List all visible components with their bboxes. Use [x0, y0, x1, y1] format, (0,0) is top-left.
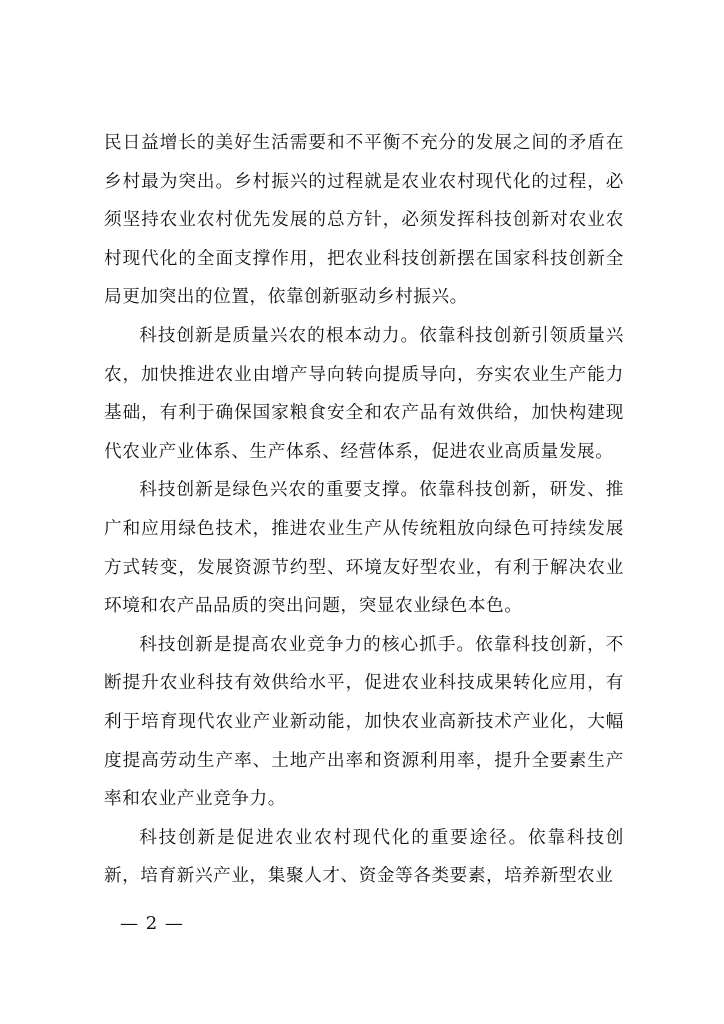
paragraph-4: 科技创新是提高农业竞争力的核心抓手。依靠科技创新，不断提升农业科技有效供给水平，促进农业科技成果转化应用，有利于培育现代农业产业新动能，加快农业高新技术产业化，大幅度提高劳动生产率、土地产出率和资源利用率，提升全要素生产率和农业产业竞争力。: [104, 634, 624, 810]
paragraph-5: 科技创新是促进农业农村现代化的重要途径。依靠科技创新，培育新兴产业，集聚人才、资金等各类要素，培养新型农业: [104, 827, 624, 887]
paragraph-3: 科技创新是绿色兴农的重要支撑。依靠科技创新，研发、推广和应用绿色技术，推进农业生产从传统粗放向绿色可持续发展方式转变，发展资源节约型、环境友好型农业，有利于解决农业环境和农产品品质的突出问题，突显农业绿色本色。: [104, 480, 624, 617]
page-number: — 2 —: [120, 913, 184, 934]
paragraph-1: 民日益增长的美好生活需要和不平衡不充分的发展之间的矛盾在乡村最为突出。乡村振兴的过程就是农业农村现代化的过程，必须坚持农业农村优先发展的总方针，必须发挥科技创新对农业农村现代化的全面支撑作用，把农业科技创新摆在国家科技创新全局更加突出的位置，依靠创新驱动乡村振兴。: [104, 133, 624, 308]
paragraph-2: 科技创新是质量兴农的根本动力。依靠科技创新引领质量兴农，加快推进农业由增产导向转向提质导向，夯实农业生产能力基础，有利于确保国家粮食安全和农产品有效供给，加快构建现代农业产业体系、生产体系、经营体系，促进农业高质量发展。: [104, 325, 624, 462]
document-body: [104, 124, 624, 896]
